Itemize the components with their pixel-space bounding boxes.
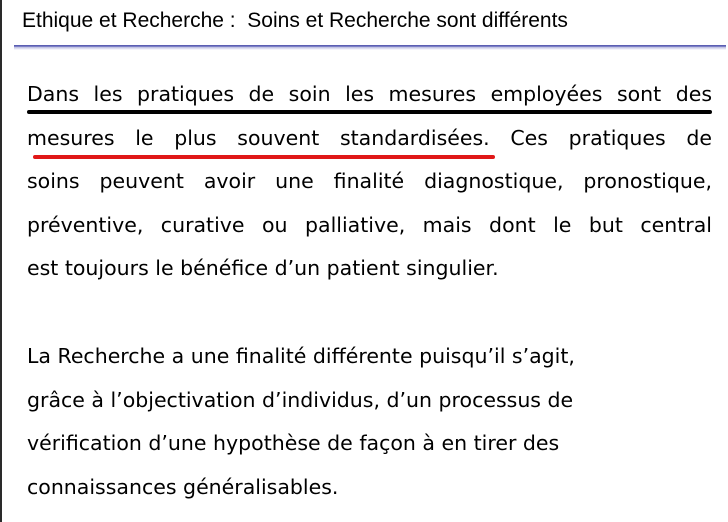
slide-title: Ethique et Recherche : Soins et Recherche sont différents bbox=[22, 9, 568, 32]
paragraph-research bbox=[27, 335, 712, 509]
title-divider-shadow bbox=[14, 47, 726, 50]
paragraph-line: mesures le plus souvent standardisées. Ces pratiques de bbox=[27, 125, 712, 150]
paragraph-line: Dans les pratiques de soin les mesures employées sont des bbox=[27, 82, 712, 106]
paragraph-care-practices bbox=[27, 73, 712, 291]
red-underline-annotation bbox=[33, 155, 495, 159]
black-underline-annotation bbox=[27, 110, 712, 114]
slide-left-border bbox=[0, 0, 2, 522]
paragraph-line: vérification d’une hypothèse de façon à en tirer des bbox=[27, 431, 560, 455]
paragraph-line: est toujours le bénéfice d’un patient singulier. bbox=[27, 256, 499, 280]
paragraph-line: La Recherche a une finalité différente puisqu’il s’agit, bbox=[27, 344, 575, 368]
paragraph-line: connaissances généralisables. bbox=[27, 474, 339, 499]
paragraph-line: soins peuvent avoir une finalité diagnostique, pronostique, bbox=[27, 169, 712, 193]
paragraph-line: préventive, curative ou palliative, mais dont le but central bbox=[27, 212, 712, 237]
paragraph-line: grâce à l’objectivation d’individus, d’un processus de bbox=[27, 387, 574, 412]
